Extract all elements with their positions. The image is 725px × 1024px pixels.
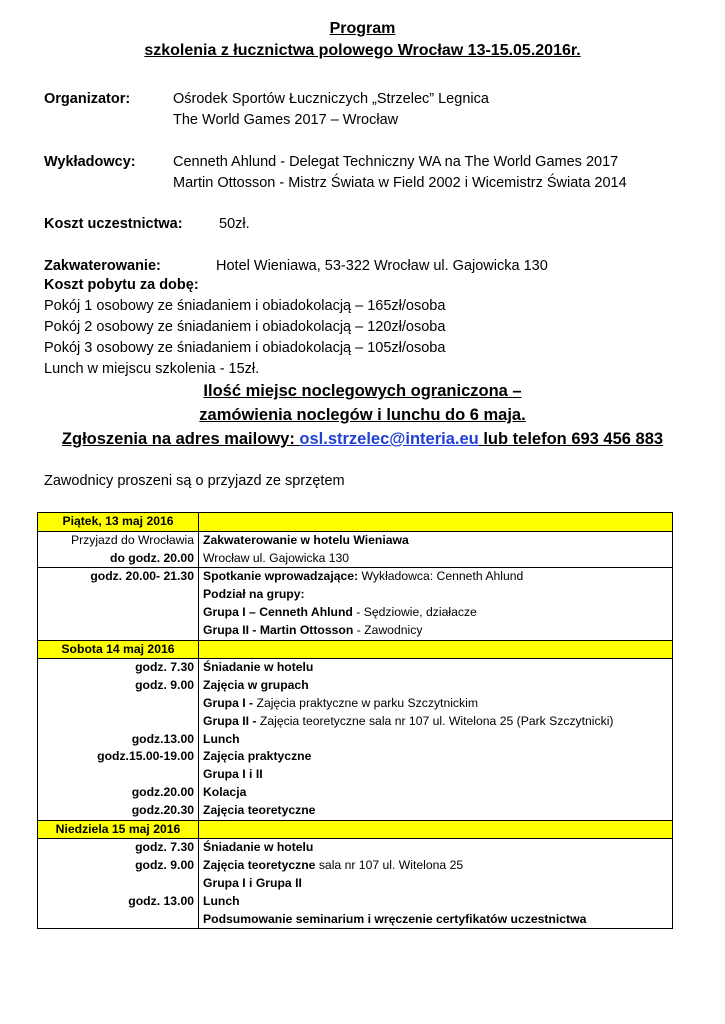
sun-time-lunch: godz. 13.00 — [128, 893, 194, 908]
group-1-members: - Sędziowie, działacze — [352, 604, 477, 619]
sat-practical: Zajęcia praktyczne — [203, 749, 312, 764]
accommodation-label: Zakwaterowanie: — [44, 258, 161, 274]
sun-summary: Podsumowanie seminarium i wręczenie certyfikatów uczestnictwa — [203, 911, 587, 926]
cost-label: Koszt uczestnictwa: — [44, 216, 183, 232]
table-row — [38, 659, 673, 820]
day-label-sunday: Niedziela 15 maj 2016 — [38, 820, 199, 839]
accommodation-value: Hotel Wieniawa, 53-322 Wrocław ul. Gajowicka 130 — [216, 258, 548, 274]
sat-lunch: Lunch — [203, 731, 240, 746]
day-header-friday — [38, 513, 673, 532]
organizer-label: Organizator: — [44, 91, 131, 107]
sat-group-2-label: Grupa II - — [203, 713, 257, 728]
signup-suffix: lub telefon 693 456 883 — [478, 430, 664, 448]
room-price-3: Pokój 3 osobowy ze śniadaniem i obiadokolacją – 105zł/osoba — [44, 340, 446, 356]
schedule-table — [37, 512, 673, 929]
cost-value: 50zł. — [219, 216, 250, 232]
check-in-title: Zakwaterowanie w hotelu Wieniawa — [203, 532, 409, 547]
lunch-price: Lunch w miejscu szkolenia - 15zł. — [44, 361, 260, 377]
room-price-1: Pokój 1 osobowy ze śniadaniem i obiadokolacją – 165zł/osoba — [44, 298, 446, 314]
lecturers-label: Wykładowcy: — [44, 154, 136, 170]
email-link[interactable]: osl.strzelec@interia.eu — [299, 430, 479, 448]
room-price-2: Pokój 2 osobowy ze śniadaniem i obiadokolacją – 120zł/osoba — [44, 319, 446, 335]
page-title: Program — [329, 20, 396, 37]
table-row — [38, 839, 673, 929]
groups-division: Podział na grupy: — [203, 587, 305, 602]
signup-prefix: Zgłoszenia na adres mailowy: — [61, 430, 300, 448]
sat-group-2-activity: Zajęcia teoretyczne sala nr 107 ul. Witelona 25 (Park Szczytnicki) — [256, 713, 614, 728]
booking-deadline-notice: zamówienia noclegów i lunchu do 6 maja. — [199, 406, 526, 424]
intro-meeting-title: Spotkanie wprowadzające: — [203, 569, 359, 584]
signup-line — [0, 430, 725, 449]
equipment-note: Zawodnicy proszeni są o przyjazd ze sprzętem — [44, 473, 345, 489]
sun-time-breakfast: godz. 7.30 — [135, 840, 194, 855]
check-in-address: Wrocław ul. Gajowicka 130 — [203, 550, 350, 565]
limited-places-notice: Ilość miejsc noclegowych ograniczona – — [203, 382, 522, 400]
day-label-saturday: Sobota 14 maj 2016 — [38, 640, 199, 659]
sat-group-classes: Zajęcia w grupach — [203, 678, 309, 693]
table-row — [38, 531, 673, 568]
sun-breakfast: Śniadanie w hotelu — [203, 840, 314, 855]
sat-time-lunch: godz.13.00 — [131, 731, 194, 746]
day-label-friday: Piątek, 13 maj 2016 — [38, 513, 199, 532]
table-row — [38, 568, 673, 640]
day-header-sunday — [38, 820, 673, 839]
sat-time-theory: godz.20.30 — [131, 802, 194, 817]
lecturer-1: Cenneth Ahlund - Delegat Techniczny WA na The World Games 2017 — [173, 154, 619, 170]
sat-group-1-label: Grupa I - — [203, 695, 254, 710]
sat-dinner: Kolacja — [203, 784, 247, 799]
sat-breakfast: Śniadanie w hotelu — [203, 660, 314, 675]
day-header-saturday — [38, 640, 673, 659]
sun-groups: Grupa I i Grupa II — [203, 875, 302, 890]
sun-lunch: Lunch — [203, 893, 240, 908]
sat-time-practical: godz.15.00-19.00 — [97, 749, 194, 764]
sat-practical-groups: Grupa I i II — [203, 767, 263, 782]
organizer-line-2: The World Games 2017 – Wrocław — [173, 112, 399, 128]
group-2-members: - Zawodnicy — [353, 622, 423, 637]
sun-time-theory: godz. 9.00 — [135, 858, 194, 873]
intro-meeting-lecturer: Wykładowca: Cenneth Ahlund — [358, 569, 524, 584]
sat-time-breakfast: godz. 7.30 — [135, 660, 194, 675]
page-subtitle: szkolenia z łucznictwa polowego Wrocław 13-15.05.2016r. — [144, 42, 581, 59]
group-2-lead: Grupa II - Martin Ottosson — [203, 622, 354, 637]
sun-theory-location: sala nr 107 ul. Witelona 25 — [315, 858, 464, 873]
sat-theory: Zajęcia teoretyczne — [203, 802, 316, 817]
group-1-lead: Grupa I – Cenneth Ahlund — [203, 604, 353, 619]
arrival-deadline: do godz. 20.00 — [110, 550, 194, 565]
stay-cost-label: Koszt pobytu za dobę: — [44, 277, 199, 293]
sat-time-dinner: godz.20.00 — [131, 784, 194, 799]
organizer-line-1: Ośrodek Sportów Łuczniczych „Strzelec” Legnica — [173, 91, 489, 107]
sun-theory-label: Zajęcia teoretyczne — [203, 858, 316, 873]
lecturer-2: Martin Ottosson - Mistrz Świata w Field 2002 i Wicemistrz Świata 2014 — [173, 175, 627, 191]
sat-group-1-activity: Zajęcia praktyczne w parku Szczytnickim — [253, 695, 478, 710]
intro-meeting-time: godz. 20.00- 21.30 — [90, 569, 194, 584]
sat-time-groups: godz. 9.00 — [135, 678, 194, 693]
arrival-text: Przyjazd do Wrocławia — [70, 532, 194, 547]
